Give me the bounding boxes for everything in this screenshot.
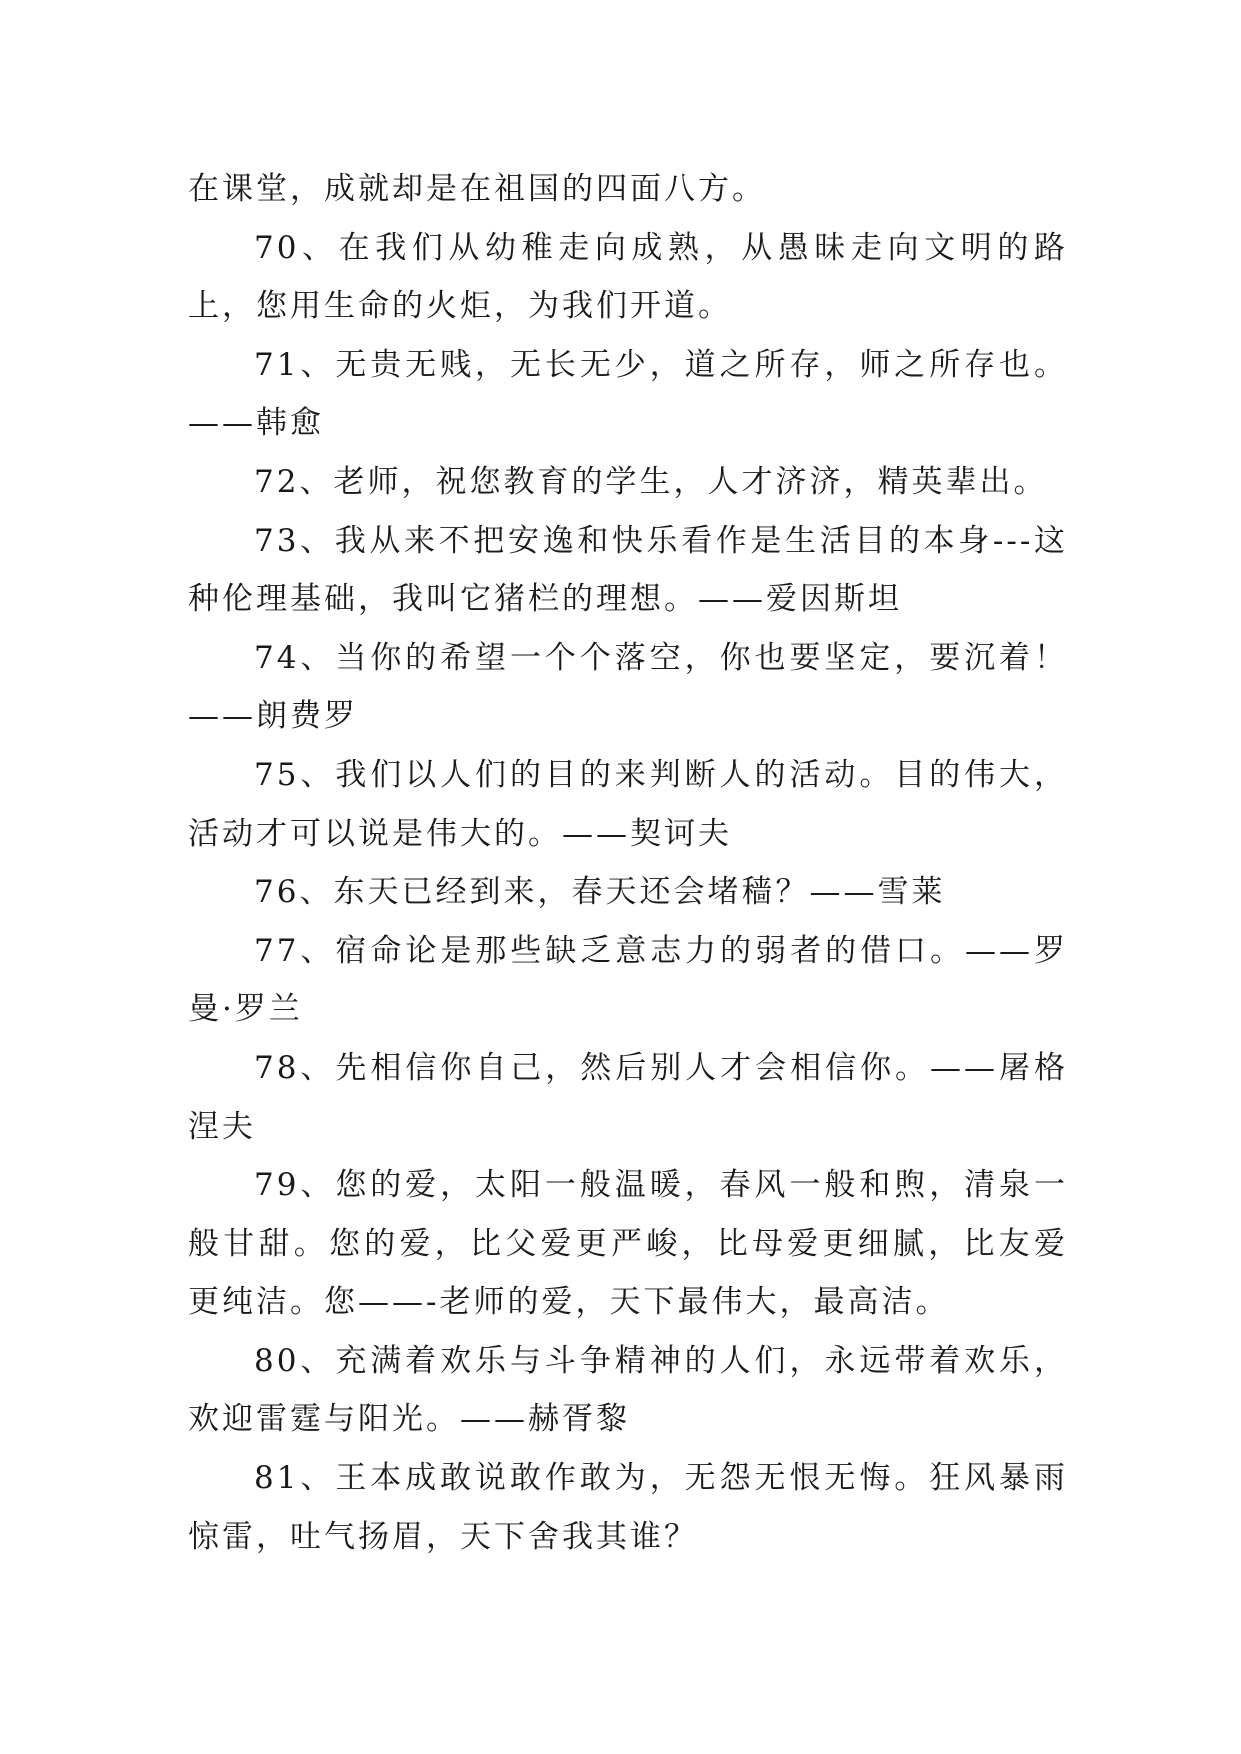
quote-74: 74、当你的希望一个个落空，你也要坚定，要沉着！——朗费罗 xyxy=(188,639,1068,735)
quote-77: 77、宿命论是那些缺乏意志力的弱者的借口。——罗曼·罗兰 xyxy=(188,932,1068,1028)
quote-80: 80、充满着欢乐与斗争精神的人们，永远带着欢乐，欢迎雷霆与阳光。——赫胥黎 xyxy=(188,1342,1068,1438)
quote-75: 75、我们以人们的目的来判断人的活动。目的伟大，活动才可以说是伟大的。——契诃夫 xyxy=(188,756,1068,852)
quote-73: 73、我从来不把安逸和快乐看作是生活目的本身---这种伦理基础，我叫它猪栏的理想。——爱因斯坦 xyxy=(188,522,1068,618)
quote-70: 70、在我们从幼稚走向成熟，从愚昧走向文明的路上，您用生命的火炬，为我们开道。 xyxy=(188,229,1068,325)
document-body xyxy=(188,160,1068,1566)
quote-79: 79、您的爱，太阳一般温暖，春风一般和煦，清泉一般甘甜。您的爱，比父爱更严峻，比母爱更细腻，比友爱更纯洁。您——-老师的爱，天下最伟大，最高洁。 xyxy=(188,1167,1068,1321)
quote-81: 81、王本成敢说敢作敢为，无怨无恨无悔。狂风暴雨惊雷，吐气扬眉，天下舍我其谁？ xyxy=(188,1460,1068,1555)
paragraph-continuation: 在课堂，成就却是在祖国的四面八方。 xyxy=(188,171,766,207)
quote-76: 76、东天已经到来，春天还会堵穑？——雪莱 xyxy=(254,874,946,911)
quote-78: 78、先相信你自己，然后别人才会相信你。——屠格涅夫 xyxy=(188,1049,1068,1145)
quote-72: 72、老师，祝您教育的学生，人才济济，精英辈出。 xyxy=(254,463,1048,500)
quote-71: 71、无贵无贱，无长无少，道之所存，师之所存也。——韩愈 xyxy=(188,346,1068,442)
